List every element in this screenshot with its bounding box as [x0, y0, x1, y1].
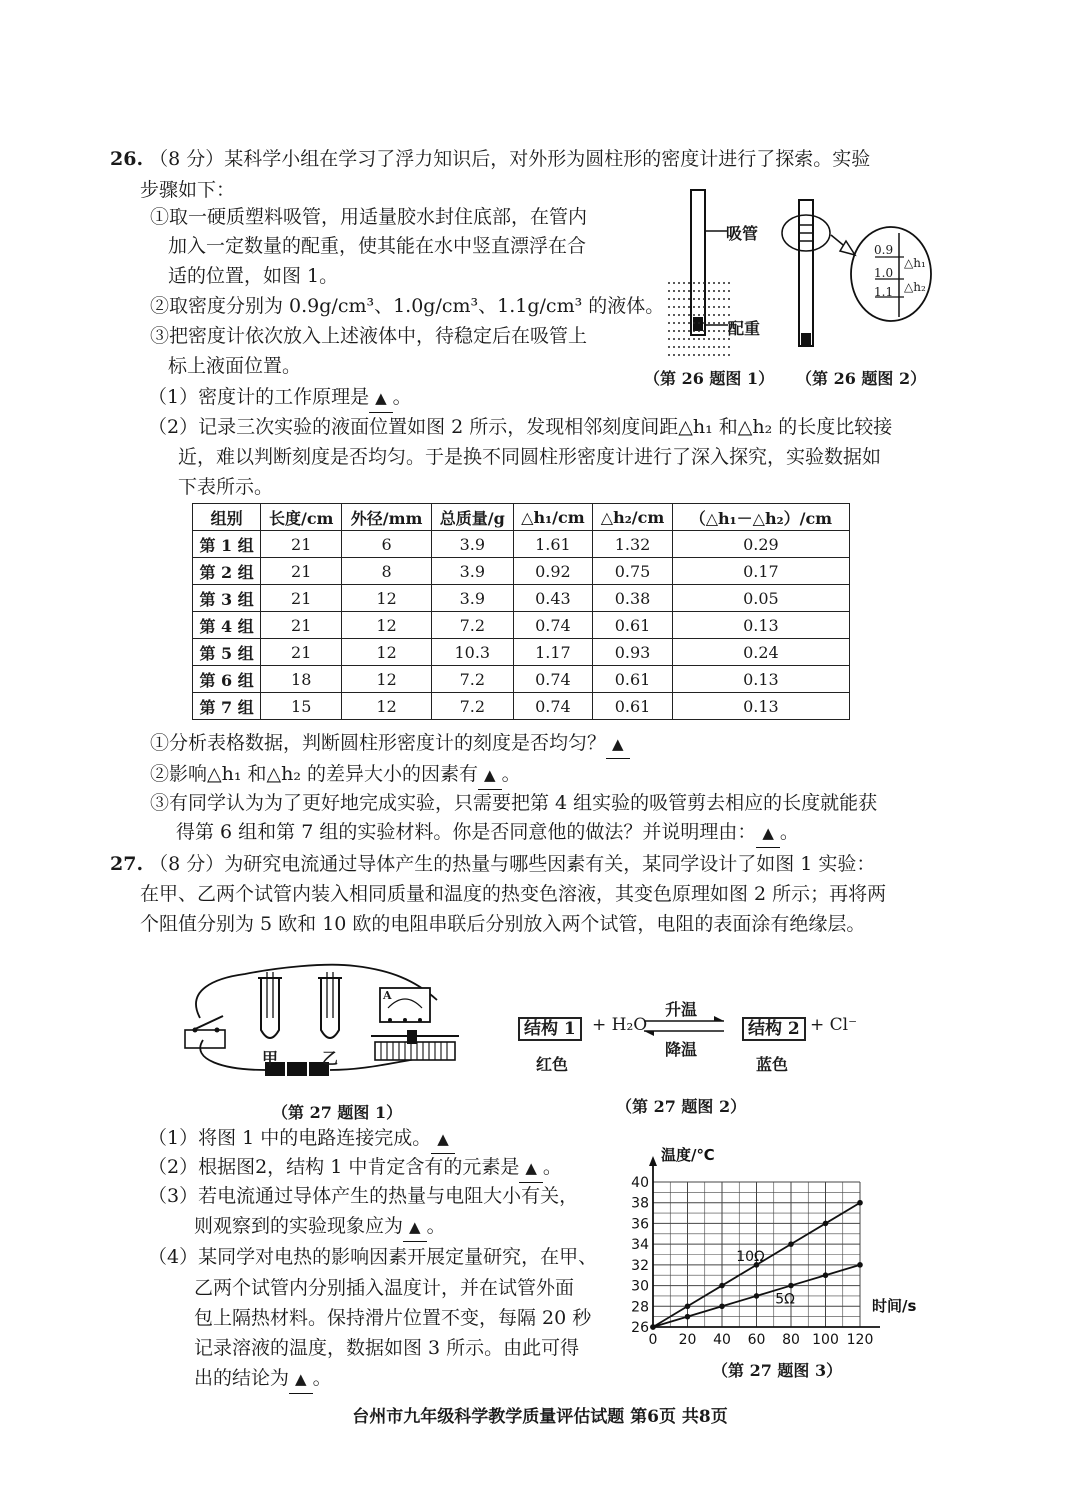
q26-fig2-mark-09: 0.9 — [874, 243, 894, 257]
q26-t3a: ③有同学认为为了更好地完成实验，只需要把第 4 组实验的吸管剪去相应的长度就能获 — [150, 792, 878, 814]
period: 。 — [501, 763, 521, 785]
table-cell: 第 3 组 — [193, 585, 261, 612]
q26-fig1-caption: （第 26 题图 1） — [644, 369, 775, 388]
q27-intro1: （8 分）为研究电流通过导体产生的热量与哪些因素有关，某同学设计了如图 1 实验： — [149, 853, 876, 875]
switch-icon — [185, 1016, 225, 1048]
reversible-arrow-icon — [640, 1014, 730, 1038]
q26-step1b: 加入一定数量的配重，使其能在水中竖直漂浮在合 — [168, 235, 587, 257]
y-tick-label: 40 — [631, 1175, 649, 1191]
q26-step3b: 标上液面位置。 — [168, 355, 302, 377]
table-cell: 0.61 — [593, 612, 673, 639]
table-header: △h₁/cm — [513, 504, 593, 531]
q27-fig2-h2o: + H₂O — [592, 1015, 648, 1035]
q27-fig2-color1: 红色 — [536, 1055, 569, 1074]
q27-sub4b: 乙两个试管内分别插入温度计，并在试管外面 — [194, 1277, 575, 1299]
q27-sub4d: 记录溶液的温度，数据如图 3 所示。由此可得 — [194, 1337, 580, 1359]
table-cell: 21 — [261, 585, 342, 612]
period: 。 — [426, 1215, 446, 1237]
q26-t3b-text: 得第 6 组和第 7 组的实验材料。你是否同意他的做法？并说明理由： — [176, 821, 757, 843]
y-tick-label: 34 — [631, 1237, 649, 1254]
answer-blank: ▲ — [431, 1125, 455, 1154]
q27-sub1-text: （1）将图 1 中的电路连接完成。 — [148, 1127, 432, 1149]
data-point — [650, 1324, 656, 1330]
y-tick-label: 26 — [631, 1320, 649, 1336]
x-tick-label: 40 — [713, 1332, 731, 1348]
q26-intro2: 步骤如下： — [140, 179, 236, 201]
q26-t2-text: ②影响△h₁ 和△h₂ 的差异大小的因素有 — [150, 763, 479, 785]
table-cell: 3.9 — [432, 558, 514, 585]
x-tick-label: 0 — [648, 1332, 658, 1348]
q26-step1a: ①取一硬质塑料吸管，用适量胶水封住底部，在管内 — [150, 206, 588, 228]
q27-fig2-struct2 — [742, 1014, 806, 1039]
answer-blank: ▲ — [369, 384, 393, 413]
q26-step2: ②取密度分别为 0.9g/cm³、1.0g/cm³、1.1g/cm³ 的液体。 — [150, 295, 665, 317]
table-cell: 21 — [261, 639, 342, 666]
x-tick-label: 100 — [812, 1332, 839, 1348]
data-point — [754, 1293, 760, 1299]
table-cell: 3.9 — [432, 531, 514, 558]
q26-sub2c: 下表所示。 — [178, 476, 274, 498]
q26-fig2-caption: （第 26 题图 2） — [796, 369, 927, 388]
q27-sub2 — [148, 1153, 562, 1183]
q26-data-table — [192, 503, 850, 720]
table-cell: 0.38 — [593, 585, 673, 612]
table-cell: 1.17 — [513, 639, 593, 666]
struct1-box: 结构 1 — [518, 1017, 582, 1041]
answer-blank: ▲ — [403, 1213, 427, 1242]
table-cell: 0.74 — [513, 666, 593, 693]
table-cell: 0.24 — [672, 639, 849, 666]
q27-sub4e — [194, 1364, 332, 1394]
table-cell: 10.3 — [432, 639, 514, 666]
table-cell: 第 4 组 — [193, 612, 261, 639]
q27-number: 27. — [110, 853, 144, 875]
table-cell: 0.29 — [672, 531, 849, 558]
table-cell: 第 1 组 — [193, 531, 261, 558]
table-header: 外径/mm — [342, 504, 432, 531]
struct2-box: 结构 2 — [742, 1017, 806, 1041]
table-cell: 0.05 — [672, 585, 849, 612]
table-row — [193, 666, 850, 693]
table-cell: 21 — [261, 558, 342, 585]
table-cell: 0.61 — [593, 666, 673, 693]
data-point — [788, 1283, 794, 1289]
q27-fig3-chart — [615, 1140, 945, 1355]
q27-sub2-text: （2）根据图2，结构 1 中肯定含有的元素是 — [148, 1156, 520, 1178]
period: 。 — [392, 386, 412, 408]
table-row — [193, 585, 850, 612]
q26-fig2-marked-tube — [782, 200, 931, 346]
table-cell: 第 5 组 — [193, 639, 261, 666]
q26-t1-text: ①分析表格数据，判断圆柱形密度计的刻度是否均匀？ — [150, 732, 607, 754]
q27-fig2-struct1 — [518, 1014, 582, 1039]
table-cell: 0.17 — [672, 558, 849, 585]
table-row — [193, 558, 850, 585]
x-tick-label: 80 — [782, 1332, 800, 1348]
q26-t2 — [150, 760, 521, 790]
q27-fig1-jia: 甲 — [262, 1049, 279, 1068]
q27-sub4c: 包上隔热材料。保持滑片位置不变，每隔 20 秒 — [194, 1307, 592, 1329]
x-tick-label: 120 — [846, 1332, 874, 1348]
q26-sub1 — [148, 383, 412, 413]
q26-sub2a: （2）记录三次实验的液面位置如图 2 所示，发现相邻刻度间距△h₁ 和△h₂ 的长度比较接 — [148, 416, 893, 438]
table-header: 总质量/g — [432, 504, 514, 531]
table-row — [193, 639, 850, 666]
y-tick-label: 32 — [631, 1257, 649, 1274]
data-point — [857, 1262, 863, 1268]
table-cell: 15 — [261, 693, 342, 720]
data-point — [823, 1272, 829, 1278]
table-row — [193, 612, 850, 639]
table-cell: 0.13 — [672, 612, 849, 639]
q26-t3b — [176, 818, 799, 848]
page-footer: 台州市九年级科学教学质量评估试题 第6页 共8页 — [352, 1407, 728, 1427]
table-cell: 0.74 — [513, 693, 593, 720]
table-cell: 0.92 — [513, 558, 593, 585]
q27-sub3b — [194, 1212, 446, 1242]
table-row — [193, 693, 850, 720]
q27-fig1-circuit — [175, 960, 465, 1085]
test-tube-yi-icon — [318, 972, 342, 1038]
q27-fig1-yi: 乙 — [322, 1049, 339, 1068]
table-cell: 3.9 — [432, 585, 514, 612]
y-tick-label: 36 — [631, 1216, 649, 1233]
x-axis-label: 时间/s — [872, 1297, 917, 1315]
table-cell: 0.74 — [513, 612, 593, 639]
q27-sub4a: （4）某同学对电热的影响因素开展定量研究，在甲、 — [148, 1246, 598, 1268]
q26-number: 26. — [110, 148, 144, 170]
q27-fig2-cool: 降温 — [665, 1040, 698, 1059]
period: 。 — [779, 821, 799, 843]
q26-fig1-label-tube: 吸管 — [726, 224, 759, 243]
table-cell: 0.75 — [593, 558, 673, 585]
q27-fig3-caption: （第 27 题图 3） — [712, 1361, 843, 1380]
answer-blank: ▲ — [606, 730, 630, 759]
series-label: 10Ω — [736, 1248, 765, 1265]
table-cell: 12 — [342, 693, 432, 720]
q26-fig1-label-weight: 配重 — [728, 319, 761, 338]
table-cell: 21 — [261, 612, 342, 639]
q27-fig1-meter-label: A — [383, 989, 392, 1002]
q26-fig2-dh2: △h₂ — [904, 280, 926, 294]
period: 。 — [312, 1367, 332, 1389]
table-cell: 12 — [342, 639, 432, 666]
answer-blank: ▲ — [519, 1154, 543, 1183]
answer-blank: ▲ — [478, 761, 502, 790]
table-cell: 8 — [342, 558, 432, 585]
table-cell: 7.2 — [432, 666, 514, 693]
table-cell: 12 — [342, 585, 432, 612]
data-point — [857, 1200, 863, 1206]
data-point — [719, 1283, 725, 1289]
q27-fig2-heat: 升温 — [665, 1000, 698, 1019]
table-cell: 0.13 — [672, 666, 849, 693]
q26-intro1: （8 分）某科学小组在学习了浮力知识后，对外形为圆柱形的密度计进行了探索。实验 — [149, 148, 871, 170]
q27-fig1-caption: （第 27 题图 1） — [272, 1103, 403, 1122]
table-cell: 0.93 — [593, 639, 673, 666]
data-point — [823, 1221, 829, 1227]
answer-blank: ▲ — [289, 1365, 313, 1394]
y-axis-label: 温度/℃ — [661, 1146, 715, 1164]
y-tick-label: 38 — [631, 1195, 649, 1212]
x-tick-label: 60 — [747, 1332, 766, 1348]
table-header: （△h₁－△h₂）/cm — [672, 504, 849, 531]
table-cell: 0.43 — [513, 585, 593, 612]
table-cell: 18 — [261, 666, 342, 693]
data-point — [719, 1303, 725, 1309]
table-cell: 7.2 — [432, 693, 514, 720]
table-cell: 0.61 — [593, 693, 673, 720]
period: 。 — [542, 1156, 562, 1178]
table-cell: 1.61 — [513, 531, 593, 558]
table-cell: 0.13 — [672, 693, 849, 720]
data-point — [685, 1314, 691, 1320]
y-axis-arrow — [649, 1156, 657, 1166]
table-header-row — [193, 504, 850, 531]
table-cell: 第 6 组 — [193, 666, 261, 693]
q27-sub4e-text: 出的结论为 — [194, 1367, 290, 1389]
q27-intro3: 个阻值分别为 5 欧和 10 欧的电阻串联后分别放入两个试管，电阻的表面涂有绝缘层。 — [140, 913, 866, 935]
q26-fig1-densitometer — [668, 190, 730, 355]
table-cell: 12 — [342, 612, 432, 639]
rheostat-icon — [371, 1030, 459, 1060]
q27-sub1 — [148, 1124, 455, 1154]
y-tick-label: 30 — [631, 1278, 649, 1295]
table-cell: 1.32 — [593, 531, 673, 558]
q26-step1c: 适的位置，如图 1。 — [168, 265, 339, 287]
data-point — [685, 1303, 691, 1309]
x-tick-label: 20 — [678, 1332, 697, 1348]
table-cell: 21 — [261, 531, 342, 558]
data-point — [788, 1241, 794, 1247]
q27-fig2-caption: （第 27 题图 2） — [616, 1097, 747, 1116]
q27-sub3b-text: 则观察到的实验现象应为 — [194, 1215, 404, 1237]
q26-figures — [660, 185, 950, 365]
q27-fig2-cl: + Cl⁻ — [810, 1015, 858, 1035]
table-cell: 第 2 组 — [193, 558, 261, 585]
q26-sub1-text: （1）密度计的工作原理是 — [148, 386, 370, 408]
q26-fig2-dh1: △h₁ — [904, 256, 926, 270]
q26-step3a: ③把密度计依次放入上述液体中，待稳定后在吸管上 — [150, 325, 588, 347]
series-label: 5Ω — [775, 1291, 795, 1308]
table-cell: 12 — [342, 666, 432, 693]
table-cell: 第 7 组 — [193, 693, 261, 720]
q26-intro-line1 — [110, 145, 870, 173]
table-header: 组别 — [193, 504, 261, 531]
table-header: △h₂/cm — [593, 504, 673, 531]
q26-fig2-mark-10: 1.0 — [874, 266, 894, 280]
q26-fig2-mark-11: 1.1 — [874, 285, 894, 299]
q26-sub2b: 近，难以判断刻度是否均匀。于是换不同圆柱形密度计进行了深入探究，实验数据如 — [178, 446, 882, 468]
q27-intro2: 在甲、乙两个试管内装入相同质量和温度的热变色溶液，其变色原理如图 2 所示；再将两 — [140, 883, 887, 905]
y-tick-label: 28 — [631, 1299, 649, 1316]
table-header: 长度/cm — [261, 504, 342, 531]
table-row — [193, 531, 850, 558]
q27-fig2-color2: 蓝色 — [756, 1055, 789, 1074]
table-cell: 7.2 — [432, 612, 514, 639]
test-tube-jia-icon — [258, 972, 282, 1038]
q27-intro-line1 — [110, 850, 875, 878]
q26-t1 — [150, 729, 630, 759]
answer-blank: ▲ — [756, 819, 780, 848]
table-cell: 6 — [342, 531, 432, 558]
q27-sub3a: （3）若电流通过导体产生的热量与电阻大小有关， — [148, 1185, 579, 1207]
